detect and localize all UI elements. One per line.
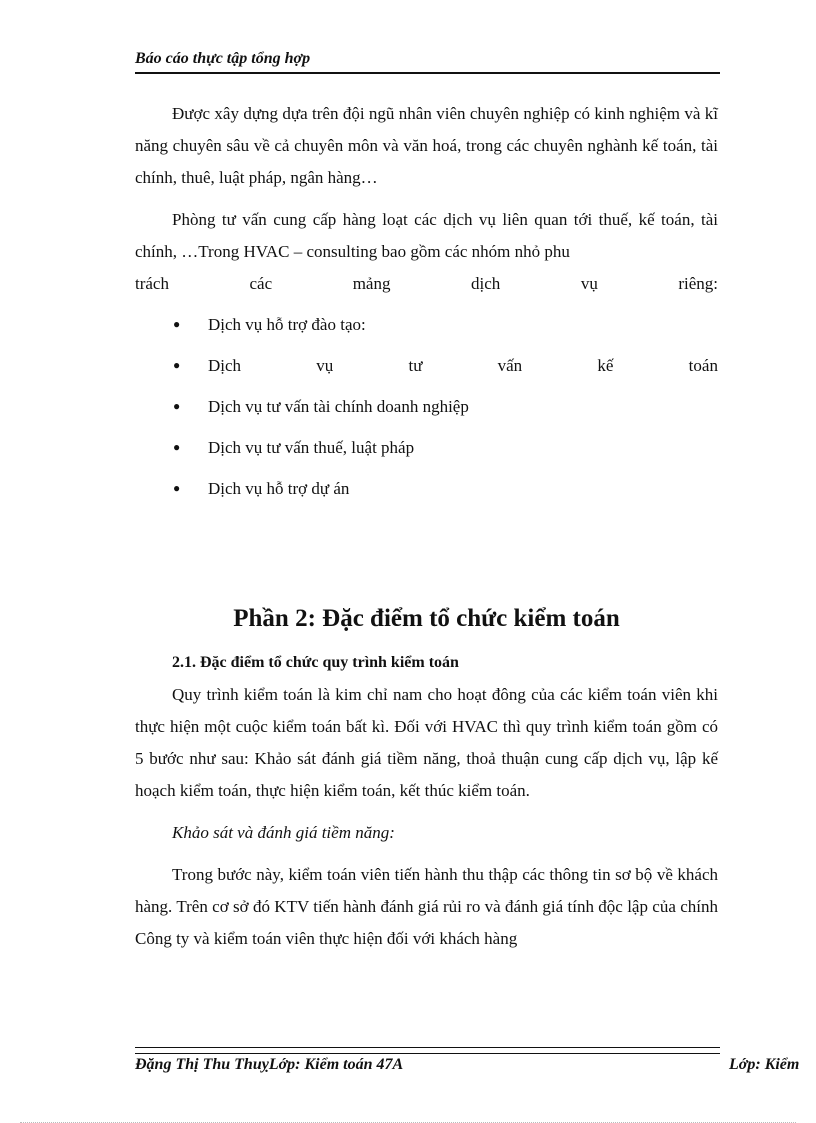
list-item [135,427,718,468]
bullet-icon: ● [173,399,181,413]
paragraph-survey: Trong bước này, kiểm toán viên tiến hành thu thập các thông tin sơ bộ về khách hàng. Trên cơ sở đó KTV tiến hành đánh giá rủi ro và đánh giá tính độc lập của chính Công ty và kiểm toán viên thực hiện đối với khách hàng [135,865,718,948]
bullet-icon: ● [173,317,181,331]
paragraph-services-last-line [135,268,718,300]
list-item [135,468,718,509]
footer-right: Lớp: Kiểm [729,1056,800,1073]
word: toán [688,356,718,375]
footer-left: Đặng Thị Thu ThuỵLớp: Kiểm toán 47A [135,1056,404,1073]
bullet-icon: ● [173,440,181,454]
paragraph-services [135,204,718,300]
bullet-icon: ● [173,481,181,495]
page-header [135,50,720,74]
document-body [135,98,718,955]
word: vụ [316,356,334,375]
word: dịch [471,274,501,293]
list-item [135,345,718,386]
word: kế [597,356,614,375]
list-item-text: Dịch vụ tư vấn tài chính doanh nghiệp [208,397,469,416]
list-item [135,304,718,345]
word: các [249,274,273,293]
word: vụ [580,274,598,293]
subsection-heading: 2.1. Đặc điểm tổ chức quy trình kiểm toán [172,654,459,671]
word: mảng [352,274,391,293]
list-item-text: Dịch vụ tư vấn thuế, luật pháp [208,438,415,457]
paragraph-intro: Được xây dựng dựa trên đội ngũ nhân viên chuyên nghiệp có kinh nghiệm và kĩ năng chuyên sâu về cả chuyên môn và văn hoá, trong các chuyên nghành kế toán, tài chính, thuê, luật pháp, ngân hàng… [135,104,718,187]
paragraph-services-text: Phòng tư vấn cung cấp hàng loạt các dịch vụ liên quan tới thuế, kế toán, tài chính, …Trong HVAC – consulting bao gồm các nhóm nhỏ phu [135,210,718,261]
list-item-text: Dịch vụ hỗ trợ dự án [208,479,350,498]
word: trách [135,274,169,293]
word: riêng: [678,274,718,293]
word: Dịch [208,356,242,375]
section-heading: Phần 2: Đặc điểm tổ chức kiểm toán [233,605,620,632]
footer-rule [135,1047,720,1054]
word: tư [408,356,423,375]
word: vấn [497,356,523,375]
list-item [135,386,718,427]
list-item-text [208,345,718,386]
services-list [135,304,718,509]
paragraph-process: Quy trình kiểm toán là kim chỉ nam cho hoạt đông của các kiểm toán viên khi thực hiện một cuộc kiểm toán bất kì. Đối với HVAC thì quy trình kiểm toán gồm có 5 bước như sau: Khảo sát đánh giá tiềm năng, thoả thuận cung cấp dịch vụ, lập kế hoạch kiểm toán, thực hiện kiểm toán, kết thúc kiểm toán. [135,685,718,800]
bullet-icon: ● [173,358,181,372]
list-item-text: Dịch vụ hỗ trợ đào tạo: [208,315,366,334]
header-title: Báo cáo thực tập tổng hợp [135,50,311,67]
italic-subtitle: Khảo sát và đánh giá tiềm năng: [172,823,395,842]
